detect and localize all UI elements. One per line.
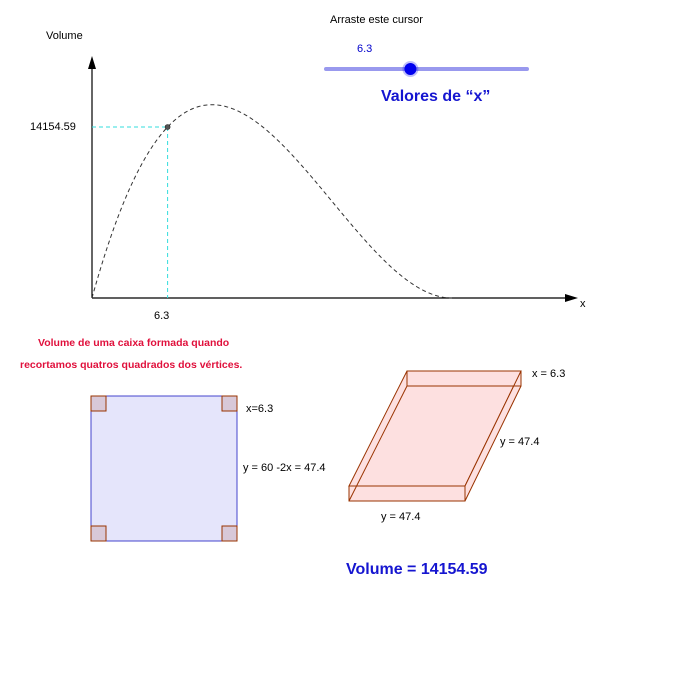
box-depth-label: y = 47.4	[500, 436, 540, 448]
x-slider[interactable]	[326, 61, 527, 77]
description-line-2: recortamos quatros quadrados dos vértices.	[20, 359, 243, 371]
sheet-rect	[91, 396, 237, 541]
corner-square-top-left	[91, 396, 106, 411]
square-sheet	[91, 396, 237, 541]
graph	[88, 56, 578, 302]
curve-point[interactable]	[165, 125, 170, 130]
corner-square-bottom-right	[222, 526, 237, 541]
volume-curve	[92, 105, 452, 298]
box-back-face	[407, 371, 521, 386]
x-axis-arrow	[565, 294, 578, 302]
point-x-label: 6.3	[154, 310, 170, 322]
box-height-label: x = 6.3	[532, 368, 566, 380]
box-width-label: y = 47.4	[381, 511, 421, 523]
slider-instruction: Arraste este cursor	[330, 14, 423, 26]
slider-knob[interactable]	[404, 63, 416, 75]
x-axis-label: x	[580, 298, 586, 310]
corner-square-top-right	[222, 396, 237, 411]
slider-title: Valores de “x”	[381, 88, 491, 105]
y-axis-arrow	[88, 56, 96, 69]
slider-value-label: 6.3	[357, 43, 373, 55]
square-corner-label: x=6.3	[246, 403, 274, 415]
description-line-1: Volume de uma caixa formada quando	[38, 337, 230, 349]
box-3d	[349, 371, 521, 501]
volume-result: Volume = 14154.59	[346, 561, 488, 578]
y-axis-label: Volume	[46, 30, 83, 42]
corner-square-bottom-left	[91, 526, 106, 541]
square-side-label: y = 60 -2x = 47.4	[243, 462, 326, 474]
point-y-label: 14154.59	[30, 121, 76, 133]
box-front-face	[349, 486, 465, 501]
